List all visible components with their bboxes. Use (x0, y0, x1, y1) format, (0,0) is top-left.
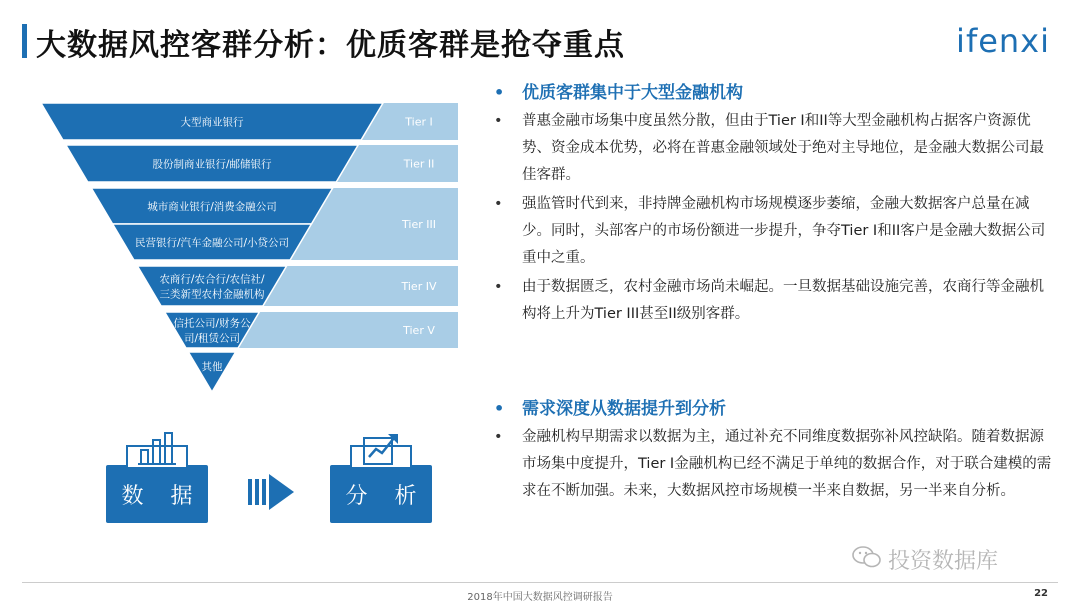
analysis-box (330, 465, 432, 523)
data-box (106, 465, 208, 523)
section-demand-depth (494, 396, 1054, 505)
logo-text: ifenxi (956, 22, 1050, 60)
tier-label: Tier I (405, 115, 433, 129)
funnel-segment-label: 司/租赁公司 (183, 332, 241, 345)
line-chart-trend-icon (330, 430, 432, 470)
section-1-bullet: • 强监管时代到来，非持牌金融机构市场规模逐步萎缩，金融大数据客户总量在减少。同时，头部客户的市场份额进一步提升，争夺Tier I和II客户是金融大数据公司重中之重。 (494, 191, 1054, 272)
tier-label: Tier II (403, 157, 435, 171)
tier-label: Tier IV (401, 280, 437, 293)
watermark-text: 投资数据库 (888, 549, 999, 574)
wechat-icon (852, 545, 882, 575)
page-number: 22 (1034, 588, 1048, 599)
funnel-segment-label: 股份制商业银行/邮储银行 (152, 158, 272, 171)
footer-report-title: 2018年中国大数据风控调研报告 (467, 592, 613, 603)
title-accent-bar (22, 24, 27, 58)
section-1-title: • 优质客群集中于大型金融机构 (494, 80, 1054, 106)
analysis-label: 分 析 (345, 484, 427, 509)
watermark (852, 544, 998, 575)
funnel-segment-label: 其他 (201, 361, 223, 373)
tier-label: Tier III (402, 218, 436, 231)
ifenxi-logo (956, 22, 1050, 60)
funnel-segment-label: 民营银行/汽车金融公司/小贷公司 (134, 237, 290, 249)
tier-funnel-diagram (38, 100, 463, 395)
bar-chart-icon (106, 430, 208, 470)
section-1-bullet: • 由于数据匮乏，农村金融市场尚未崛起。一旦数据基础设施完善，农商行等金融机构将上升为Tier III甚至II级别客群。 (494, 274, 1054, 328)
funnel-segment-label: 城市商业银行/消费金融公司 (147, 201, 277, 213)
funnel-segment-label: 大型商业银行 (180, 116, 244, 129)
tier-label: Tier V (403, 324, 435, 337)
footer-divider (22, 582, 1058, 583)
section-quality-clients (494, 80, 1054, 328)
page-title: 大数据风控客群分析：优质客群是抢夺重点 (36, 28, 625, 63)
section-2-title: • 需求深度从数据提升到分析 (494, 396, 1054, 422)
data-label: 数 据 (121, 484, 203, 509)
funnel-segment-label: 农商行/农合行/农信社/ (159, 273, 265, 286)
funnel-segment-label: 信托公司/财务公 (173, 317, 251, 330)
section-2-bullet: • 金融机构早期需求以数据为主，通过补充不同维度数据弥补风控缺陷。随着数据源市场集中度提升，Tier I金融机构已经不满足于单纯的数据合作，对于联合建模的需求在不断加强。未来，大数据风控市场规模一半来自数据，另一半来自分析。 (494, 424, 1054, 505)
striped-arrow-icon (248, 472, 298, 516)
section-1-bullet: • 普惠金融市场集中度虽然分散，但由于Tier I和II等大型金融机构占据客户资源优势、资金成本优势，必将在普惠金融领域处于绝对主导地位，是金融大数据公司最佳客群。 (494, 108, 1054, 189)
funnel-segment-label: 三类新型农村金融机构 (159, 288, 265, 301)
